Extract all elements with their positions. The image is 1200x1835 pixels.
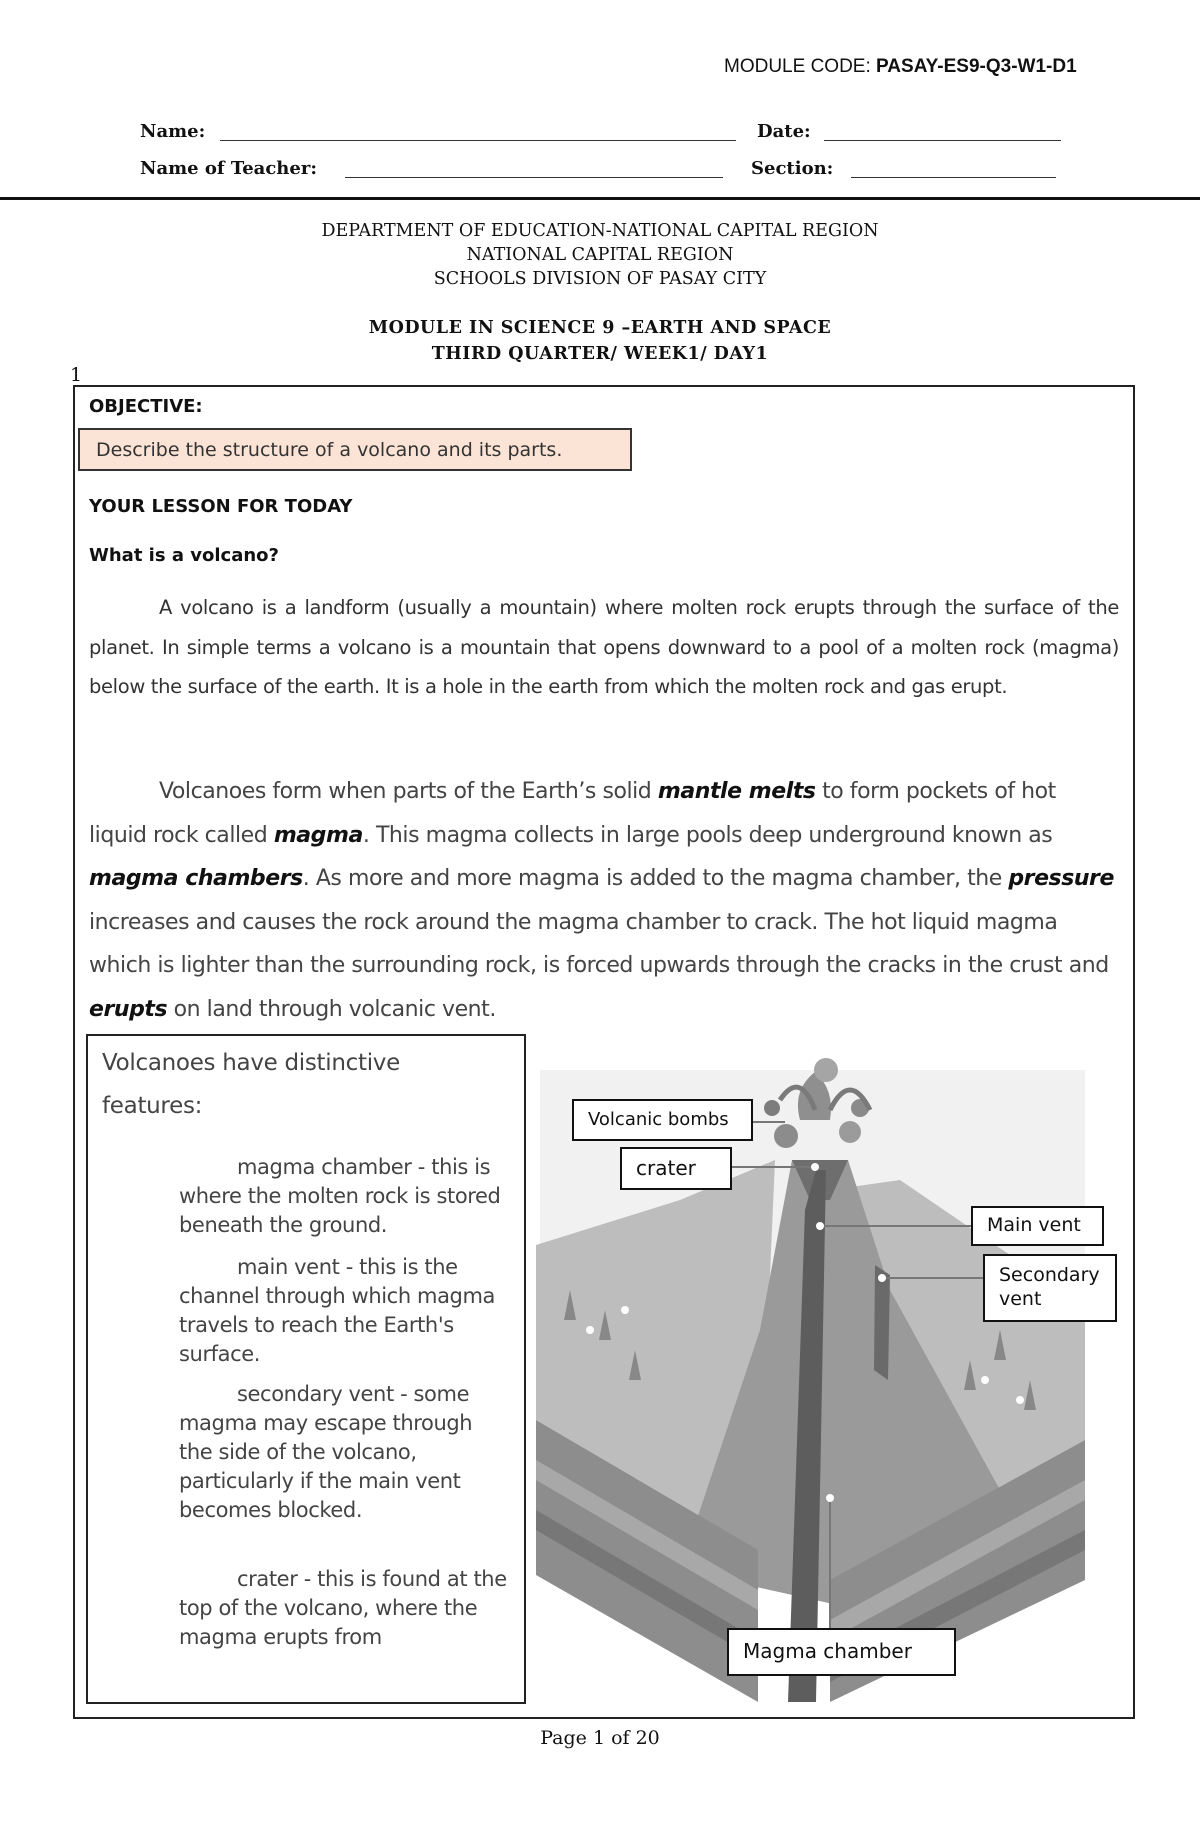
features-title: Volcanoes have distinctive features: — [102, 1050, 400, 1119]
lesson-question: What is a volcano? — [89, 545, 279, 566]
section-label: Section: — [751, 158, 834, 179]
feature-secondary-vent: secondary vent - some magma may escape through the side of the volcano, particularly if the main vent becomes blocked. — [179, 1382, 473, 1522]
label-crater: crater — [620, 1147, 732, 1190]
p2-bold-pressure: pressure — [1008, 866, 1114, 891]
label-main-vent: Main vent — [971, 1206, 1104, 1246]
p2-text-4: . As more and more magma is added to the magma chamber, the — [302, 866, 1009, 891]
page-number: Page 1 of 20 — [540, 1727, 660, 1749]
teacher-field[interactable] — [345, 177, 723, 178]
lesson-heading: YOUR LESSON FOR TODAY — [89, 496, 353, 517]
module-title-block — [0, 315, 1200, 367]
p2-bold-magma: magma — [273, 822, 363, 848]
feature-main-vent: main vent - this is the channel through which magma travels to reach the Earth's surface. — [179, 1255, 495, 1366]
p2-bold-erupts: erupts — [89, 996, 168, 1022]
objective-text: Describe the structure of a volcano and its parts. — [78, 428, 632, 471]
feature-crater: crater - this is found at the top of the volcano, where the magma erupts from — [179, 1567, 507, 1649]
module-code-value: PASAY-ES9-Q3-W1-D1 — [876, 56, 1077, 77]
feature-magma-chamber: magma chamber - this is where the molten rock is stored beneath the ground. — [179, 1155, 501, 1237]
header-divider — [0, 197, 1200, 200]
page-marker: 1 — [70, 364, 83, 386]
section-field[interactable] — [851, 177, 1056, 178]
module-code — [724, 56, 1077, 78]
name-field[interactable] — [220, 140, 736, 141]
p2-text-2: to form pockets of hot liquid rock called — [89, 779, 1056, 848]
department-line-1: DEPARTMENT OF EDUCATION-NATIONAL CAPITAL REGION — [321, 221, 879, 241]
objective-heading: OBJECTIVE: — [89, 396, 203, 417]
p2-text-5: increases and causes the rock around the magma chamber to crack. The hot liquid magma which is lighter than the surrounding rock, is forced upwards through the cracks in the crust and — [89, 909, 1109, 978]
p2-bold-mantle-melts: mantle melts — [657, 779, 816, 804]
teacher-label: Name of Teacher: — [140, 158, 317, 179]
p2-bold-magma-chambers: magma chambers — [89, 866, 303, 891]
label-magma-chamber: Magma chamber — [727, 1628, 956, 1676]
module-subtitle: THIRD QUARTER/ WEEK1/ DAY1 — [431, 344, 769, 364]
date-label: Date: — [757, 121, 811, 142]
lesson-paragraph-1: A volcano is a landform (usually a mountain) where molten rock erupts through the surface of the planet. In simple terms a volcano is a mountain that opens downward to a pool of a molten rock (magma) below the surface of the earth. It is a hole in the earth from which the molten rock and gas erupt. — [89, 596, 1119, 698]
date-field[interactable] — [824, 140, 1061, 141]
lesson-paragraph-2 — [89, 770, 1119, 1031]
p2-text-1: Volcanoes form when parts of the Earth’s solid — [159, 779, 658, 804]
department-line-2: NATIONAL CAPITAL REGION — [466, 245, 734, 265]
p2-text-6: on land through volcanic vent. — [167, 996, 496, 1022]
name-label: Name: — [140, 121, 206, 142]
module-code-label: MODULE CODE: — [724, 56, 877, 77]
label-volcanic-bombs: Volcanic bombs — [572, 1099, 753, 1141]
p2-text-3: . This magma collects in large pools deep underground known as — [362, 822, 1053, 848]
module-title: MODULE IN SCIENCE 9 –EARTH AND SPACE — [368, 318, 832, 338]
volcano-diagram — [530, 1050, 1105, 1702]
department-line-3: SCHOOLS DIVISION OF PASAY CITY — [433, 269, 767, 289]
label-secondary-vent: Secondary vent — [983, 1254, 1117, 1322]
department-block — [0, 219, 1200, 291]
